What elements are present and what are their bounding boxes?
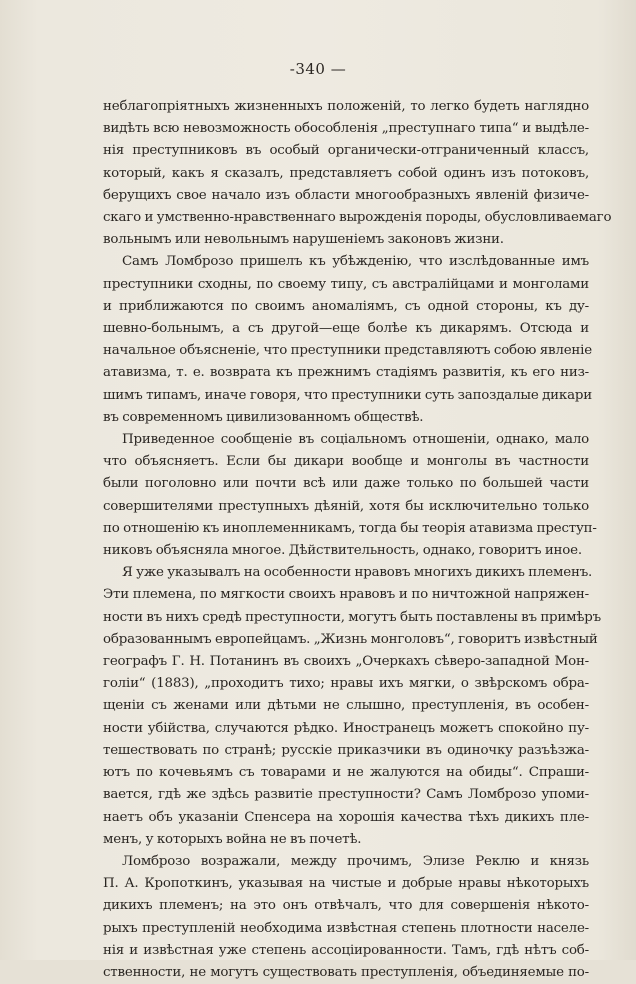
text-line: видѣть всю невозможность обособленія „преступнаго типа“ и выдѣле- — [103, 121, 589, 137]
text-line: тешествовать по странѣ; русскіе приказчики въ одиночку разъѣзжа- — [103, 742, 589, 758]
text-line: дикихъ племенъ; на это онъ отвѣчалъ, что для совершенія нѣкото- — [103, 898, 589, 914]
text-line: шимъ типамъ, иначе говоря, что преступники суть запоздалые дикари — [103, 387, 592, 403]
text-line: и приближаются по своимъ аномаліямъ, съ одной стороны, къ ду- — [103, 298, 589, 314]
text-line: въ современномъ цивилизованномъ обществѣ. — [103, 409, 424, 425]
text-line: совершителями преступныхъ дѣяній, хотя бы исключительно только — [103, 498, 589, 514]
body-text — [103, 96, 612, 984]
text-line: Самъ Ломброзо пришелъ къ убѣжденію, что изслѣдованные имъ — [122, 254, 589, 270]
text-line: Ломброзо возражали, между прочимъ, Элизе Реклю и князь — [122, 853, 589, 869]
text-line: преступники сходны, по своему типу, съ австралійцами и монголами — [103, 276, 589, 292]
text-line: неблагопріятныхъ жизненныхъ положеній, то легко будеть наглядно — [103, 99, 589, 114]
text-line: который, какъ я сказалъ, представляетъ собой одинъ изъ потоковъ, — [103, 165, 589, 181]
text-line: голіи“ (1883), „проходитъ тихо; нравы ихъ мягки, о звѣрскомъ обра- — [103, 676, 589, 692]
text-line: атавизма, т. е. возврата къ прежнимъ стадіямъ развитія, къ его низ- — [103, 365, 589, 381]
text-line: что объясняетъ. Если бы дикари вообще и монголы въ частности — [103, 454, 589, 470]
text-line: рыхъ преступленій необходима извѣстная степень плотности населе- — [103, 920, 589, 936]
text-line: Приведенное сообщеніе въ соціальномъ отношеніи, однако, мало — [122, 432, 589, 448]
text-line: образованнымъ европейцамъ. „Жизнь монголовъ“, говоритъ извѣстный — [103, 631, 598, 647]
text-line: берущихъ свое начало изъ области многообразныхъ явленій физиче- — [103, 187, 589, 203]
text-line: щеніи съ женами или дѣтьми не слышно, преступленія, въ особен- — [103, 698, 589, 714]
text-line: ности въ нихъ средѣ преступности, могутъ быть поставлены въ примѣръ — [103, 609, 601, 625]
text-line: никовъ объясняла многое. Дѣйствительность, однако, говоритъ иное. — [103, 543, 582, 559]
text-line: вается, гдѣ же здѣсь развитіе преступности? Самъ Ломброзо упоми- — [103, 787, 589, 803]
text-line: начальное объясненіе, что преступники представляютъ собою явленіе — [103, 343, 592, 359]
text-line: по отношенію къ иноплеменникамъ, тогда бы теорія атавизма преступ- — [103, 520, 597, 536]
page-number: -340 — — [289, 60, 347, 78]
text-line: географъ Г. Н. Потанинъ въ своихъ „Очеркахъ сѣверо-западной Мон- — [103, 654, 589, 670]
text-line: были поголовно или почти всѣ или даже только по большей части — [103, 476, 589, 492]
text-line: ности убійства, случаются рѣдко. Иностранецъ можетъ спокойно пу- — [103, 720, 589, 736]
text-line: Эти племена, по мягкости своихъ нравовъ и по ничтожной напряжен- — [103, 587, 589, 603]
text-line: нія преступниковъ въ особый органически-отграниченный классъ, — [103, 143, 589, 159]
text-line: Я уже указывалъ на особенности нравовъ многихъ дикихъ племенъ. — [122, 565, 593, 581]
text-line: ютъ по кочевьямъ съ товарами и не жалуются на обиды“. Спраши- — [103, 765, 589, 781]
text-line: вольнымъ или невольнымъ нарушеніемъ законовъ жизни. — [103, 232, 504, 248]
text-line: шевно-больнымъ, а съ другой—еще болѣе къ дикарямъ. Отсюда и — [103, 321, 589, 337]
text-line: менъ, у которыхъ война не въ почетѣ. — [103, 831, 362, 847]
text-line: наетъ объ указаніи Спенсера на хорошія качества тѣхъ дикихъ пле- — [103, 809, 589, 825]
text-line: П. А. Кропоткинъ, указывая на чистые и добрые нравы нѣкоторыхъ — [103, 876, 589, 892]
text-line: нія и извѣстная уже степень ассоціированности. Тамъ, гдѣ нѣтъ соб- — [103, 942, 589, 958]
text-line: ственности, не могутъ существовать преступленія, объединяемые по- — [103, 964, 589, 980]
text-line: скаго и умственно-нравственнаго вырожденія породы, обусловливаемаго — [103, 210, 612, 226]
